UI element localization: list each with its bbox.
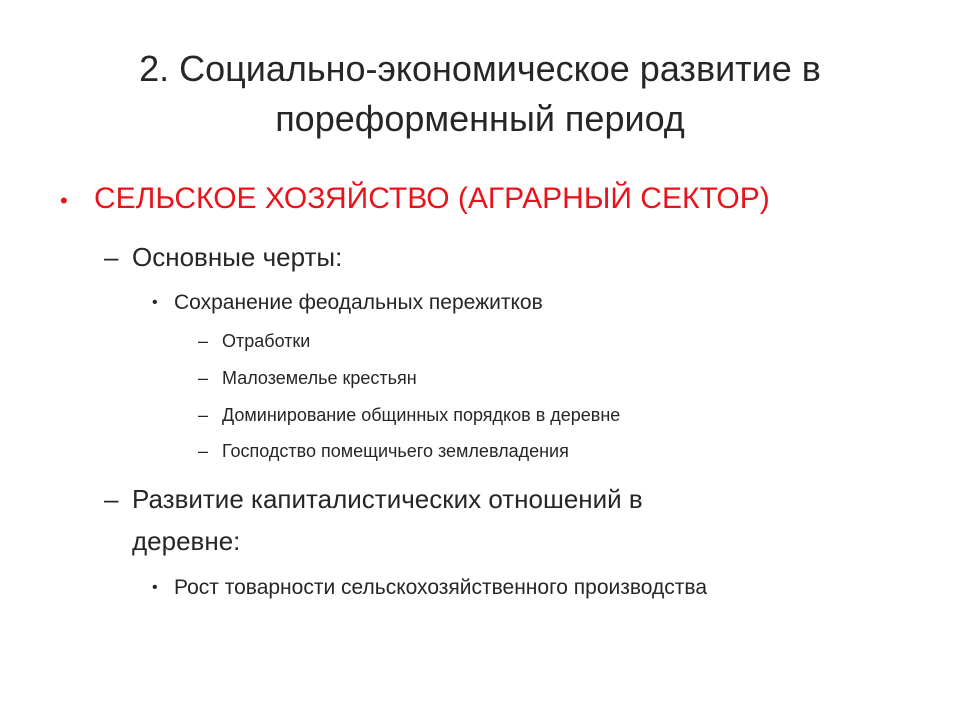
capitalism-label-line-2: деревне: [132,526,241,556]
bullet-marker: • [152,579,158,596]
capitalism-label-line-1: Развитие капиталистических отношений в [132,484,643,514]
slide-title-line-2: пореформенный период [275,98,685,139]
slide-title-line-1: 2. Социально-экономическое развитие в [139,48,821,89]
commodity-growth-label: Рост товарности сельскохозяйственного производства [174,576,707,599]
dash-marker: – [198,331,209,351]
dash-marker: – [104,242,119,272]
bullet-marker: • [152,294,158,311]
dash-marker: – [198,405,209,425]
dash-marker: – [104,484,119,514]
dash-marker: – [198,368,209,388]
bullet-marker: • [60,188,68,213]
section-heading: СЕЛЬСКОЕ ХОЗЯЙСТВО (АГРАРНЫЙ СЕКТОР) [94,182,770,215]
obshchina-label: Доминирование общинных порядков в деревне [222,405,621,425]
otrabotki-label: Отработки [222,331,311,351]
feudal-remnants-label: Сохранение феодальных пережитков [174,291,543,314]
dash-marker: – [198,441,209,461]
malozemelie-label: Малоземелье крестьян [222,368,417,388]
main-features-label: Основные черты: [132,242,343,272]
pomeshchik-label: Господство помещичьего землевладения [222,441,569,461]
